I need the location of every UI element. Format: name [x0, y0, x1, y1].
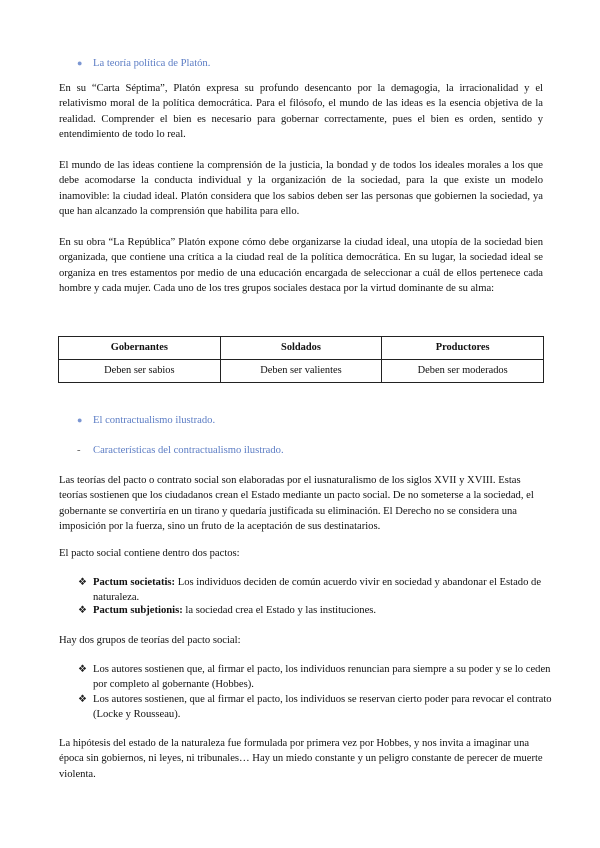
paragraph-teorias-pacto: Las teorías del pacto o contrato social son elaboradas por el iusnaturalismo de los siglos XVII y XVIII. Estas teorías sostienen que los ciudadanos crean el Estado mediante un pacto social. De no someterse a la sociedad, el gobernante se convertiría en un tirano y quedaría justificada su eliminación. El Derecho no se considera una imposición por la fuerza, sino un fruto de la aceptación de sus destinatarios.	[59, 475, 534, 533]
paragraph-dos-grupos: Hay dos grupos de teorías del pacto social:	[59, 635, 241, 646]
table-header-cell: Productores	[382, 337, 544, 360]
four-diamond-bullet-icon: ❖	[78, 605, 87, 616]
estamentos-table	[58, 336, 544, 383]
pact-text: la sociedad crea el Estado y las instituciones.	[182, 605, 377, 616]
heading-platon	[77, 56, 210, 71]
table-header-cell: Gobernantes	[59, 337, 221, 360]
paragraph-mundo-ideas: El mundo de las ideas contiene la comprensión de la justicia, la bondad y de todos los ideales morales a los que debe acomodarse la conducta individual y la organización de la sociedad, para la que existe un modelo inamovible: la ciudad ideal. Platón considera que los sabios deben ser las personas que gobiernen la sociedad, ya que han alcanzado la comprensión que habilita para ello.	[59, 160, 543, 218]
pact-term: Pactum societatis:	[93, 577, 176, 588]
table-cell: Deben ser sabios	[59, 360, 221, 383]
heading-platon-text: La teoría política de Platón.	[93, 58, 211, 69]
subheading-caracteristicas-text: Características del contractualismo ilustrado.	[93, 445, 284, 456]
group-text: Los autores sostienen, que al firmar el pacto, los individuos se reservan cierto poder para revocar el contrato (Locke y Rousseau).	[93, 694, 552, 721]
subheading-caracteristicas	[77, 443, 284, 458]
four-diamond-bullet-icon: ❖	[78, 664, 87, 675]
paragraph-carta-septima: En su “Carta Séptima”, Platón expresa su profundo desencanto por la demagogia, la irracionalidad y el relativismo moral de la política democrática. Para el filósofo, el mundo de las ideas es la esencia objetiva de la realidad. Comprender el bien es necesario para gobernar correctamente, pues el bien es orden, sentido y entendimiento de todo lo real.	[59, 83, 543, 141]
heading-contractualismo-text: El contractualismo ilustrado.	[93, 415, 216, 426]
bullet-icon: ●	[77, 415, 83, 425]
paragraph-hipotesis: La hipótesis del estado de la naturaleza fue formulada por primera vez por Hobbes, y nos invita a imaginar una época sin gobiernos, ni leyes, ni tribunales… Hay un miedo constante y un peligro constante de perecer de muerte violenta.	[59, 738, 543, 780]
list-item-locke-rousseau	[78, 692, 559, 723]
four-diamond-bullet-icon: ❖	[78, 577, 87, 588]
list-item-hobbes	[78, 662, 559, 693]
list-item-pactum-subjetionis	[78, 603, 559, 618]
table-cell: Deben ser valientes	[220, 360, 382, 383]
paragraph-republica: En su obra “La República” Platón expone cómo debe organizarse la ciudad ideal, una utopía de la sociedad bien organizada, que contiene una crítica a la ciudad real de la política democrática. En su lugar, la sociedad ideal se organiza en tres estamentos por medio de una educación encargada de seleccionar a cuál de ellos pertenece cada hombre y cada mujer. Cada uno de los tres grupos sociales destaca por la virtud dominante de su alma:	[59, 237, 543, 295]
pact-term: Pactum subjetionis:	[93, 605, 183, 616]
paragraph-dos-pactos: El pacto social contiene dentro dos pactos:	[59, 548, 240, 559]
heading-contractualismo	[77, 413, 215, 428]
list-item-pactum-societatis	[78, 575, 559, 606]
group-text: Los autores sostienen que, al firmar el pacto, los individuos renuncian para siempre a su poder y se lo ceden por completo al gobernante (Hobbes).	[93, 664, 551, 691]
table-header-cell: Soldados	[220, 337, 382, 360]
table-cell: Deben ser moderados	[382, 360, 544, 383]
table-row	[59, 360, 544, 383]
pact-text: Los individuos deciden de común acuerdo vivir en sociedad y abandonar el Estado de naturaleza.	[93, 577, 542, 604]
dash-icon: -	[77, 445, 81, 456]
bullet-icon: ●	[77, 58, 83, 68]
four-diamond-bullet-icon: ❖	[78, 694, 87, 705]
table-header-row	[59, 337, 544, 360]
